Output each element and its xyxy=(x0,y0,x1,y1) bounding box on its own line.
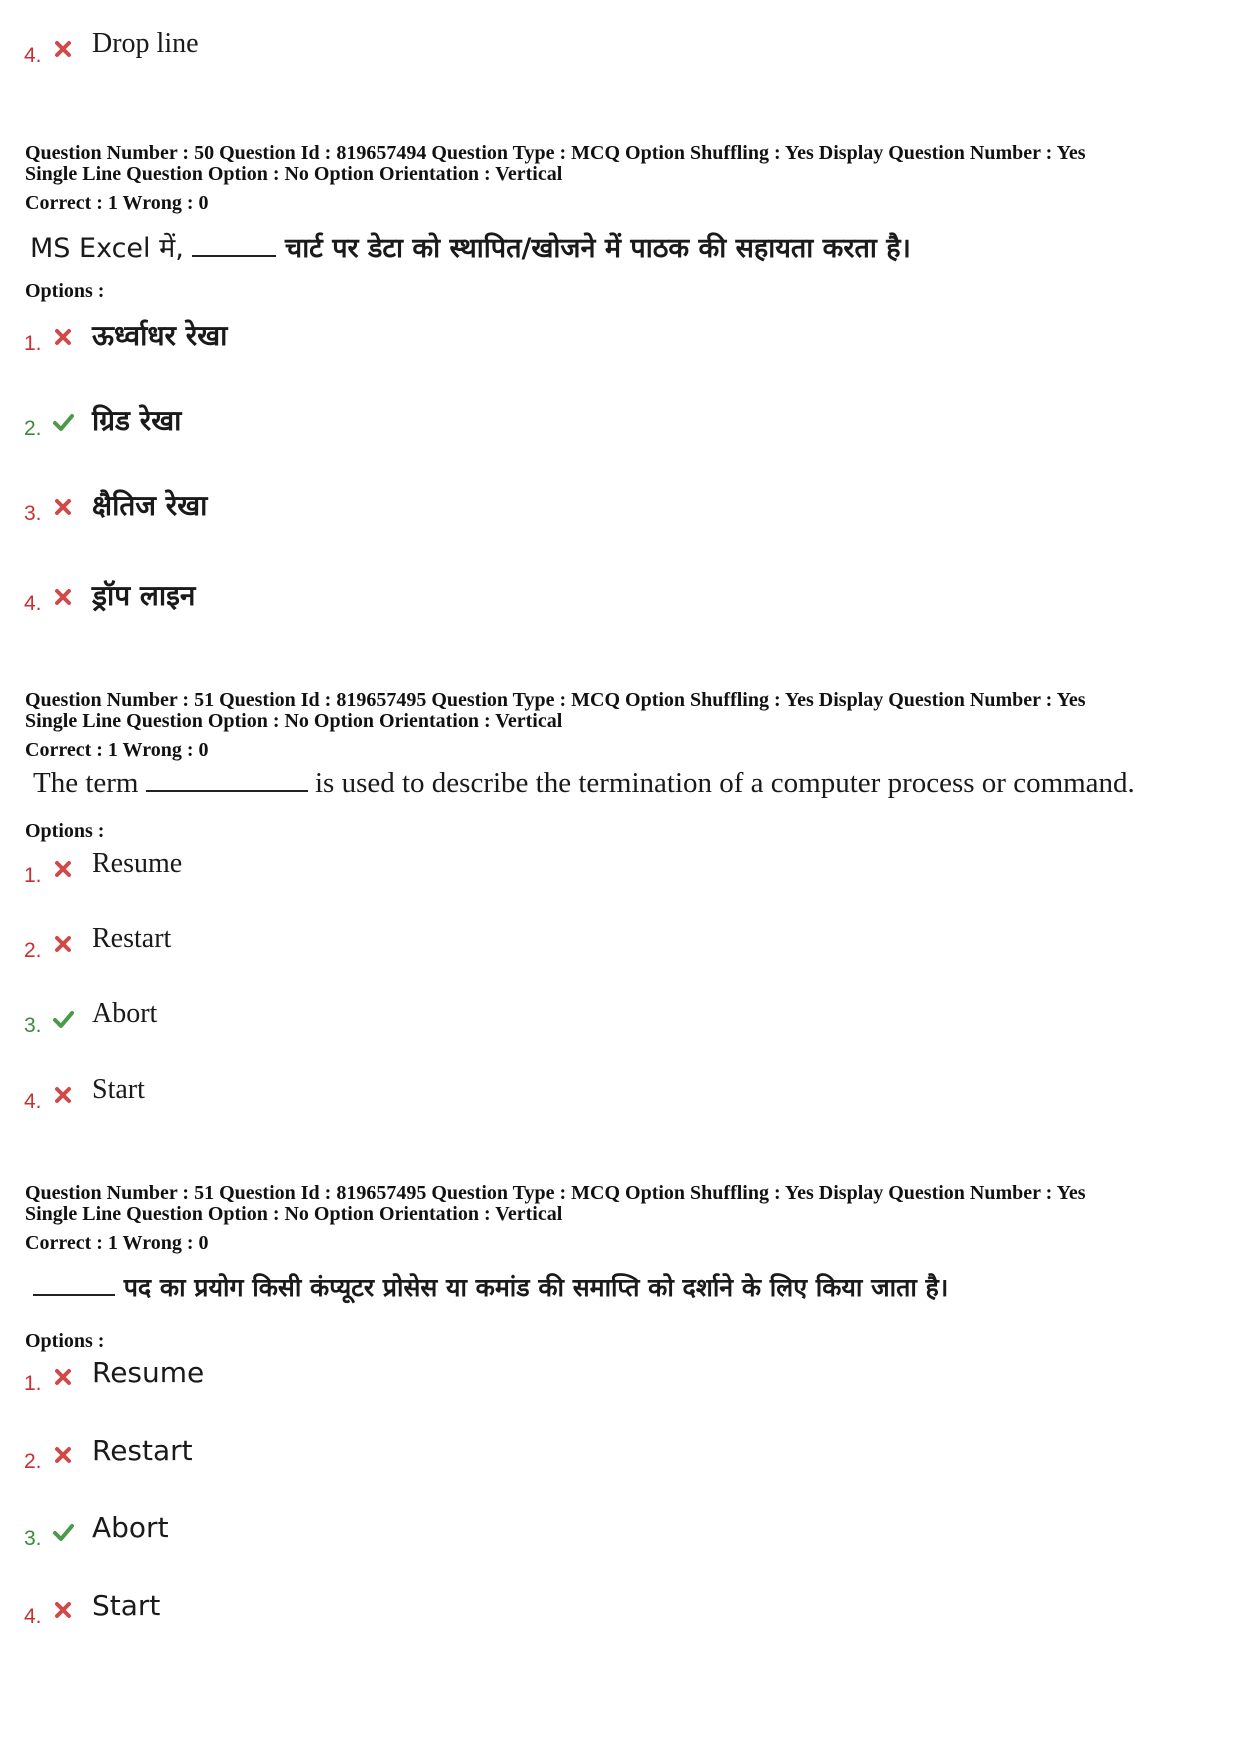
option-number: 3. xyxy=(24,502,42,525)
option-text: Resume xyxy=(92,848,183,879)
option-number: 4. xyxy=(24,1090,42,1113)
option-number: 4. xyxy=(24,592,42,615)
checkmark-icon xyxy=(52,1521,74,1543)
option-text: Start xyxy=(92,1589,161,1622)
question-marks: Correct : 1 Wrong : 0 xyxy=(25,739,209,761)
option-number: 1. xyxy=(24,1372,42,1395)
option-text: Resume xyxy=(92,1356,205,1389)
cross-icon xyxy=(52,38,74,60)
option-number: 1. xyxy=(24,332,42,355)
question-meta-line2: Single Line Question Option : No Option Orientation : Vertical xyxy=(25,163,563,185)
question-meta-line2: Single Line Question Option : No Option Orientation : Vertical xyxy=(25,1203,563,1225)
option-number: 2. xyxy=(24,1450,42,1473)
option-text: Abort xyxy=(92,1511,169,1544)
option-text: Start xyxy=(92,1074,145,1105)
question-text-before: The term xyxy=(33,767,139,799)
cross-icon xyxy=(52,858,74,880)
question-text-after: चार्ट पर डेटा को स्थापित/खोजने में पाठक की सहायता करता है। xyxy=(285,233,911,264)
option-number: 4. xyxy=(24,1605,42,1628)
question-meta-line1: Question Number : 50 Question Id : 819657494 Question Type : MCQ Option Shuffling : Yes Display Question Number : Yes xyxy=(25,142,1086,164)
answer-blank xyxy=(33,1276,115,1296)
question-marks: Correct : 1 Wrong : 0 xyxy=(25,1232,209,1254)
cross-icon xyxy=(52,326,74,348)
cross-icon xyxy=(52,1366,74,1388)
option-number: 2. xyxy=(24,417,42,440)
question-text xyxy=(30,228,911,265)
options-label: Options : xyxy=(25,1330,105,1352)
question-meta-line1: Question Number : 51 Question Id : 819657495 Question Type : MCQ Option Shuffling : Yes Display Question Number : Yes xyxy=(25,689,1086,711)
checkmark-icon xyxy=(52,411,74,433)
option-number: 3. xyxy=(24,1014,42,1037)
question-text-after: पद का प्रयोग किसी कंप्यूटर प्रोसेस या कमांड की समाप्ति को दर्शाने के लिए किया जाता है। xyxy=(123,1273,949,1302)
question-meta-line2: Single Line Question Option : No Option Orientation : Vertical xyxy=(25,710,563,732)
question-meta-line1: Question Number : 51 Question Id : 819657495 Question Type : MCQ Option Shuffling : Yes Display Question Number : Yes xyxy=(25,1182,1086,1204)
option-number: 1. xyxy=(24,864,42,887)
question-marks: Correct : 1 Wrong : 0 xyxy=(25,192,209,214)
cross-icon xyxy=(52,1444,74,1466)
option-text: ड्रॉप लाइन xyxy=(92,579,196,612)
cross-icon xyxy=(52,1084,74,1106)
option-text: ग्रिड रेखा xyxy=(92,404,182,437)
answer-blank xyxy=(192,237,276,257)
option-number: 4. xyxy=(24,44,42,67)
option-number: 3. xyxy=(24,1527,42,1550)
answer-blank xyxy=(146,772,308,792)
option-text: Restart xyxy=(92,923,172,954)
option-text: क्षैतिज रेखा xyxy=(92,489,208,522)
checkmark-icon xyxy=(52,1008,74,1030)
options-label: Options : xyxy=(25,280,105,302)
option-text: Restart xyxy=(92,1434,193,1467)
cross-icon xyxy=(52,933,74,955)
cross-icon xyxy=(52,586,74,608)
option-number: 2. xyxy=(24,939,42,962)
cross-icon xyxy=(52,496,74,518)
option-text: Abort xyxy=(92,998,158,1029)
question-text xyxy=(33,767,1135,800)
option-text: ऊर्ध्वाधर रेखा xyxy=(92,319,228,352)
options-label: Options : xyxy=(25,820,105,842)
question-text-after: is used to describe the termination of a computer process or command. xyxy=(314,767,1135,799)
question-text-before: MS Excel में, xyxy=(30,233,184,264)
option-text: Drop line xyxy=(92,28,199,59)
question-text xyxy=(33,1270,948,1304)
cross-icon xyxy=(52,1599,74,1621)
